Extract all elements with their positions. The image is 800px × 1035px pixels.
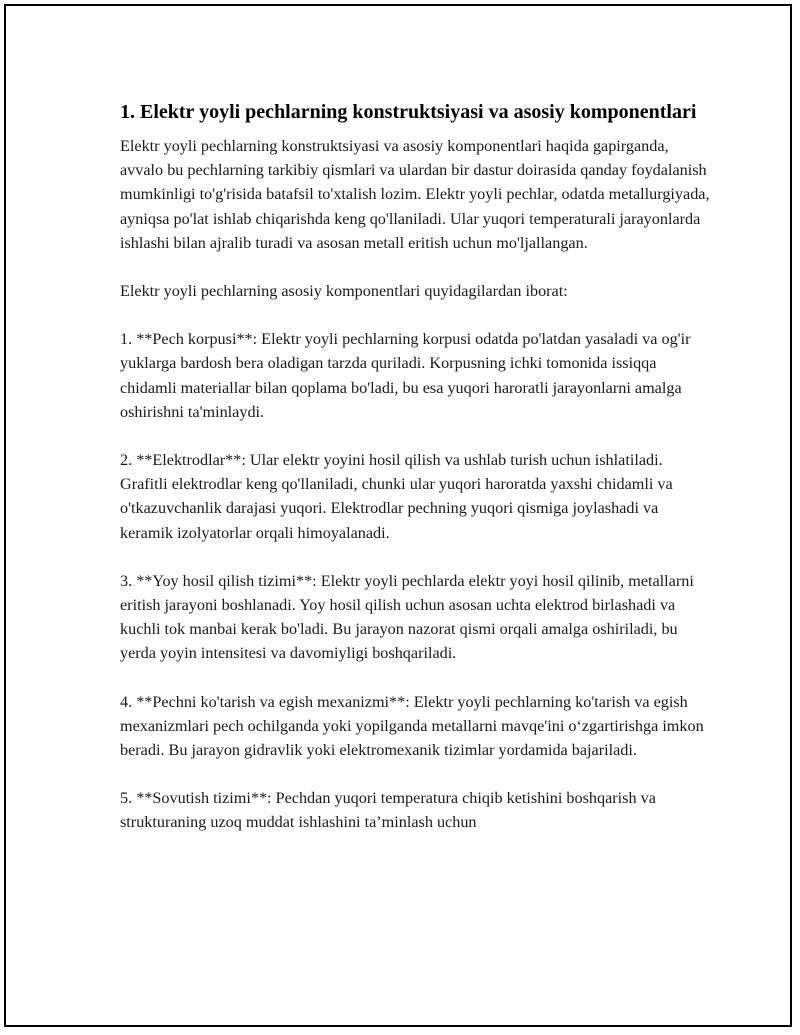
page-frame xyxy=(4,4,792,1027)
item-sovutish-tizimi: 5. **Sovutish tizimi**: Pechdan yuqori temperatura chiqib ketishini boshqarish va strukturaning uzoq muddat ishlashini ta’minlash uchun xyxy=(120,789,656,832)
intro-paragraph: Elektr yoyli pechlarning konstruktsiyasi va asosiy komponentlari haqida gapirganda, avvalo bu pechlarning tarkibiy qismlari va ulardan bir dastur doirasida qanday foydalanish mumkinligi to'g'risida batafsil to'xtalish lozim. Elektr yoyli pechlar, odatda metallurgiyada, ayniqsa po'lat ishlab chiqarishda keng qo'llaniladi. Ular yuqori temperaturali jarayonlarda ishlashi bilan ajralib turadi va asosan metall eritish uchun mo'ljallangan. xyxy=(120,137,710,252)
item-yoy-hosil-qilish-tizimi: 3. **Yoy hosil qilish tizimi**: Elektr yoyli pechlarda elektr yoyi hosil qilinib, metallarni eritish jarayoni boshlanadi. Yoy hosil qilish uchun asosan uchta elektrod birlashadi va kuchli tok manbai kerak bo'ladi. Bu jarayon nazorat qismi orqali amalga oshiriladi, bu yerda yoyin intensitesi va davomiyligi boshqariladi. xyxy=(120,571,694,663)
components-lead-paragraph: Elektr yoyli pechlarning asosiy komponentlari quyidagilardan iborat: xyxy=(120,282,568,301)
document-body xyxy=(120,98,710,859)
item-pech-korpusi: 1. **Pech korpusi**: Elektr yoyli pechlarning korpusi odatda po'latdan yasaladi va og'ir yuklarga bardosh bera oladigan tarzda quriladi. Korpusning ichki tomonida issiqqa chidamli materiallar bilan qoplama bo'ladi, bu esa yuqori haroratli jarayonlarni amalga oshirishni ta'minlaydi. xyxy=(120,330,691,421)
item-kotarish-egish-mexanizmi: 4. **Pechni ko'tarish va egish mexanizmi**: Elektr yoyli pechlarning ko'tarish va egish mexanizmlari pech ochilganda yoki yopilganda metallarni mavqe'ini o‘zgartirishga imkon beradi. Bu jarayon gidravlik yoki elektromexanik tizimlar yordamida bajariladi. xyxy=(120,692,704,760)
item-elektrodlar: 2. **Elektrodlar**: Ular elektr yoyini hosil qilish va ushlab turish uchun ishlatiladi. Grafitli elektrodlar keng qo'llaniladi, chunki ular yuqori haroratda yaxshi chidamli va o'tkazuvchanlik darajasi yuqori. Elektrodlar pechning yuqori qismiga joylashadi va keramik izolyatorlar orqali himoyalanadi. xyxy=(120,451,673,542)
section-heading: 1. Elektr yoyli pechlarning konstruktsiyasi va asosiy komponentlari xyxy=(120,101,697,123)
